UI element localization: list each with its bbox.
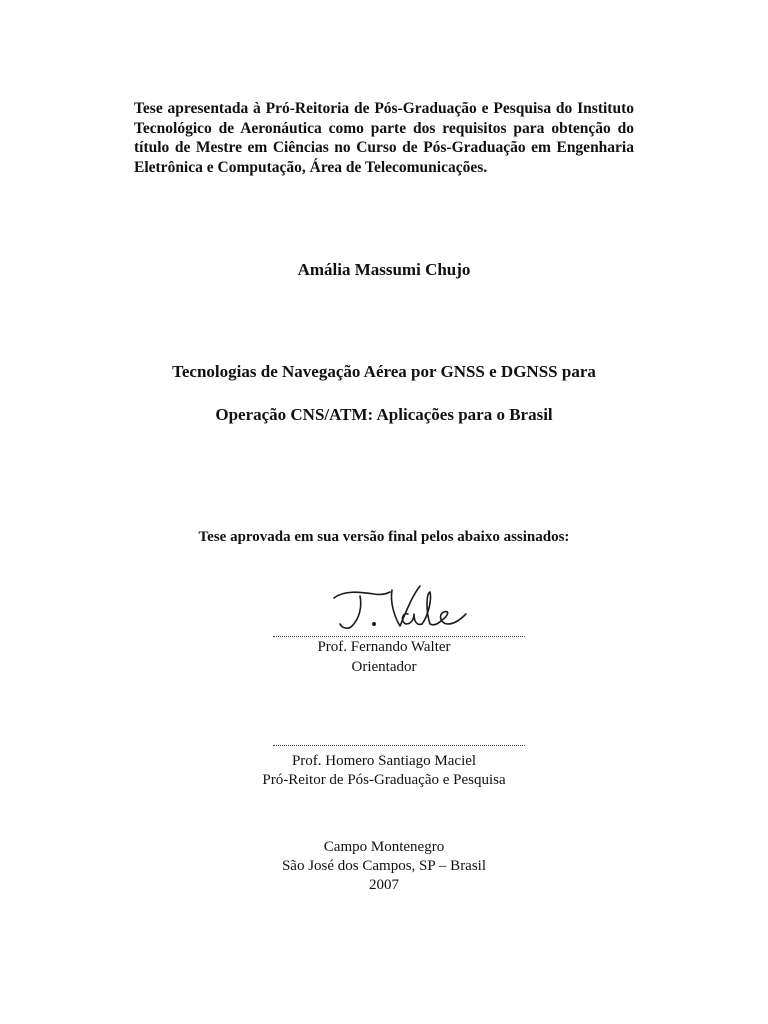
- signature-line-1: [273, 636, 525, 637]
- city-name: São José dos Campos, SP – Brasil: [281, 858, 487, 874]
- thesis-title-line-1: Tecnologias de Navegação Aérea por GNSS e DGNSS para: [172, 362, 596, 381]
- thesis-title-line-2: Operação CNS/ATM: Aplicações para o Brasil: [215, 405, 553, 424]
- campus-name: Campo Montenegro: [323, 839, 445, 855]
- signatory-1-role: Orientador: [351, 659, 417, 675]
- year: 2007: [369, 877, 399, 893]
- thesis-statement: Tese apresentada à Pró-Reitoria de Pós-Graduação e Pesquisa do Instituto Tecnológico de Aeronáutica como parte dos requisitos para obtenção do título de Mestre em Ciências no Curso de Pós-Graduação em Engenharia Eletrônica e Computação, Área de Telecomunicações.: [134, 100, 634, 176]
- signatory-2-role: Pró-Reitor de Pós-Graduação e Pesquisa: [262, 772, 506, 788]
- approval-statement: Tese aprovada em sua versão final pelos abaixo assinados:: [198, 529, 570, 545]
- signatory-2-name: Prof. Homero Santiago Maciel: [291, 753, 477, 769]
- signatory-1-name: Prof. Fernando Walter: [317, 639, 451, 655]
- advisor-signature: [330, 580, 470, 638]
- signature-line-2: [273, 745, 525, 746]
- author-name: Amália Massumi Chujo: [297, 260, 471, 279]
